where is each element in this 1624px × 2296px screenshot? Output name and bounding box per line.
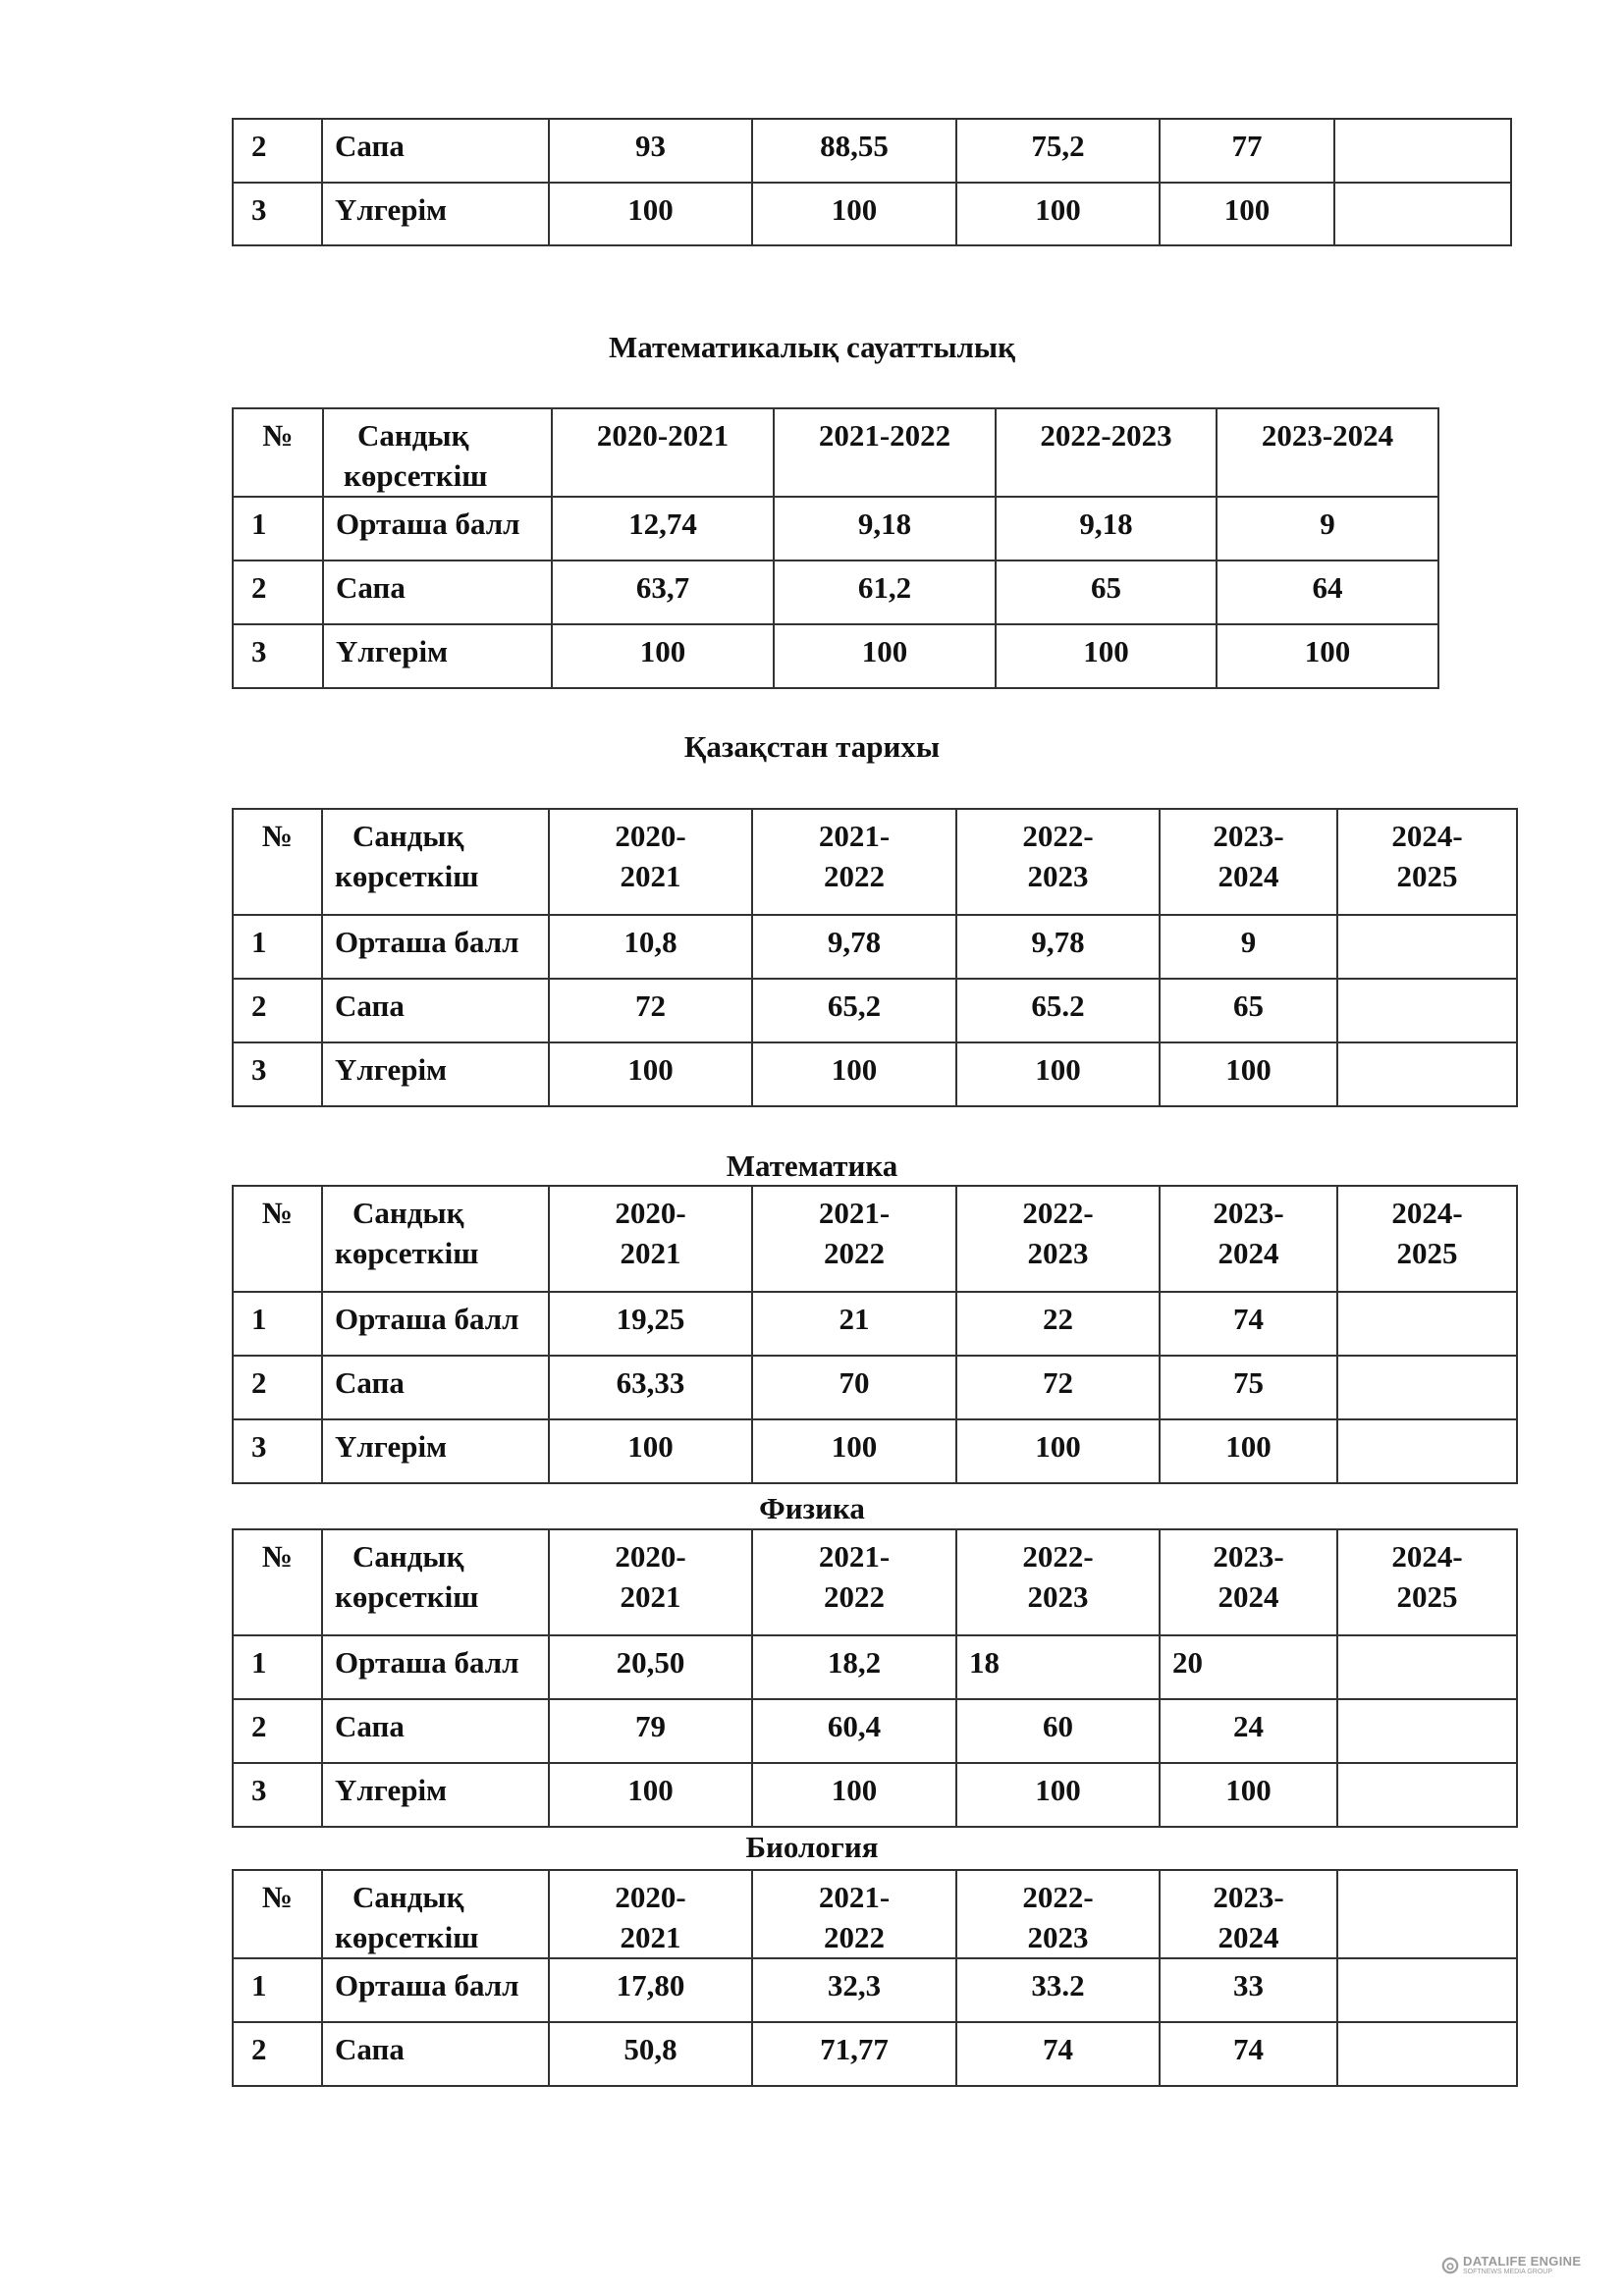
table-row <box>233 2022 1517 2086</box>
row-number: 2 <box>233 2022 322 2086</box>
table-row <box>233 1763 1517 1827</box>
cell-value <box>1337 1635 1517 1699</box>
header-indicator <box>323 408 552 497</box>
row-label: Сапа <box>322 119 549 183</box>
header-year <box>956 1186 1160 1292</box>
cell-value: 100 <box>752 1419 956 1483</box>
year-end: 2022 <box>824 859 885 893</box>
table-header-row <box>233 1529 1517 1635</box>
header-year <box>1337 1529 1517 1635</box>
row-label: Орташа балл <box>322 1292 549 1356</box>
year-start: 2020- <box>615 1880 686 1914</box>
cell-value: 75 <box>1160 1356 1337 1419</box>
header-indicator-line1: Сандық <box>357 418 469 453</box>
cell-value: 20 <box>1160 1635 1337 1699</box>
cell-value: 100 <box>996 624 1217 688</box>
header-year <box>1160 1870 1337 1958</box>
row-number: 2 <box>233 561 323 624</box>
row-label: Үлгерім <box>323 624 552 688</box>
cell-value: 100 <box>1160 1042 1337 1106</box>
table-row <box>233 1292 1517 1356</box>
cell-value <box>1337 1292 1517 1356</box>
year-start: 2021- <box>818 1539 891 1574</box>
header-year <box>956 809 1160 915</box>
row-number: 2 <box>233 119 322 183</box>
header-indicator-line1: Сандық <box>352 1196 464 1230</box>
table-row <box>233 561 1438 624</box>
cell-value <box>1337 915 1517 979</box>
year-end: 2024 <box>1218 859 1279 893</box>
cell-value: 33 <box>1160 1958 1337 2022</box>
header-indicator <box>322 809 549 915</box>
cell-value: 72 <box>549 979 752 1042</box>
cell-value: 100 <box>956 1763 1160 1827</box>
cell-value: 65.2 <box>956 979 1160 1042</box>
year-end: 2023 <box>1027 1579 1089 1614</box>
cell-value <box>1334 119 1511 183</box>
cell-value: 12,74 <box>552 497 774 561</box>
year-start: 2020- <box>615 819 686 853</box>
cell-value: 17,80 <box>549 1958 752 2022</box>
header-year <box>1160 809 1337 915</box>
cell-value: 100 <box>1160 1419 1337 1483</box>
cell-value: 100 <box>752 183 956 245</box>
year-end: 2021 <box>620 1920 681 1954</box>
row-label: Үлгерім <box>322 1763 549 1827</box>
cell-value: 74 <box>956 2022 1160 2086</box>
cell-value: 65 <box>1160 979 1337 1042</box>
year-start: 2020- <box>615 1539 686 1574</box>
cell-value: 74 <box>1160 1292 1337 1356</box>
cell-value: 18,2 <box>752 1635 956 1699</box>
table-row <box>233 1042 1517 1106</box>
cell-value: 72 <box>956 1356 1160 1419</box>
year-end: 2024 <box>1218 1920 1279 1954</box>
table-row <box>233 119 1511 183</box>
header-year <box>1160 1186 1337 1292</box>
watermark-brand: DATALIFE ENGINE <box>1463 2254 1582 2269</box>
year-start: 2022- <box>1022 1539 1094 1574</box>
year-end: 2021 <box>620 859 681 893</box>
cell-value: 19,25 <box>549 1292 752 1356</box>
header-indicator-line1: Сандық <box>352 819 464 853</box>
cell-value: 71,77 <box>752 2022 956 2086</box>
row-number: 1 <box>233 1958 322 2022</box>
cell-value <box>1337 1356 1517 1419</box>
cell-value: 33.2 <box>956 1958 1160 2022</box>
table-row <box>233 1958 1517 2022</box>
cell-value: 20,50 <box>549 1635 752 1699</box>
cell-value: 24 <box>1160 1699 1337 1763</box>
row-number: 3 <box>233 1419 322 1483</box>
header-year <box>1160 1529 1337 1635</box>
cell-value: 63,33 <box>549 1356 752 1419</box>
year-end: 2024 <box>1218 1236 1279 1270</box>
cell-value <box>1337 1419 1517 1483</box>
cell-value: 79 <box>549 1699 752 1763</box>
header-year <box>549 809 752 915</box>
header-indicator <box>322 1870 549 1958</box>
table-row <box>233 497 1438 561</box>
row-label: Орташа балл <box>322 915 549 979</box>
cell-value: 100 <box>956 183 1160 245</box>
row-number: 1 <box>233 915 322 979</box>
year-end: 2023 <box>1027 1920 1089 1954</box>
cell-value: 22 <box>956 1292 1160 1356</box>
cell-value: 63,7 <box>552 561 774 624</box>
header-indicator-line2: көрсеткіш <box>344 458 488 493</box>
row-label: Сапа <box>322 1699 549 1763</box>
row-number: 2 <box>233 1699 322 1763</box>
header-year: 2022-2023 <box>996 408 1217 497</box>
physics-table <box>232 1528 1518 1828</box>
math-literacy-table <box>232 407 1439 689</box>
row-number: 3 <box>233 624 323 688</box>
kazakh-history-table <box>232 808 1518 1107</box>
header-year <box>752 1870 956 1958</box>
header-indicator-line2: көрсеткіш <box>335 1236 479 1270</box>
cell-value <box>1337 1699 1517 1763</box>
cell-value: 88,55 <box>752 119 956 183</box>
year-start: 2021- <box>818 1880 891 1914</box>
header-year: 2023-2024 <box>1217 408 1438 497</box>
year-end: 2025 <box>1396 1579 1458 1614</box>
mathematics-table <box>232 1185 1518 1484</box>
cell-value: 93 <box>549 119 752 183</box>
header-no: № <box>233 809 322 915</box>
cell-value: 100 <box>752 1763 956 1827</box>
year-end: 2024 <box>1218 1579 1279 1614</box>
cell-value <box>1337 1958 1517 2022</box>
cell-value: 100 <box>956 1419 1160 1483</box>
year-start: 2022- <box>1022 1880 1094 1914</box>
cell-value: 100 <box>1217 624 1438 688</box>
table-header-row <box>233 408 1438 497</box>
cell-value: 100 <box>549 1419 752 1483</box>
row-number: 3 <box>233 1763 322 1827</box>
row-number: 3 <box>233 1042 322 1106</box>
year-start: 2024- <box>1391 1196 1463 1230</box>
row-number: 3 <box>233 183 322 245</box>
row-number: 2 <box>233 1356 322 1419</box>
cell-value: 9,18 <box>774 497 996 561</box>
table-row <box>233 624 1438 688</box>
row-label: Орташа балл <box>322 1635 549 1699</box>
header-year: 2020-2021 <box>552 408 774 497</box>
table-header-row <box>233 809 1517 915</box>
header-year <box>956 1870 1160 1958</box>
year-end: 2025 <box>1396 859 1458 893</box>
header-indicator <box>322 1529 549 1635</box>
row-label: Үлгерім <box>322 1419 549 1483</box>
section-title-kazakh-history: Қазақстан тарихы <box>683 729 941 764</box>
cell-value: 100 <box>1160 183 1334 245</box>
header-year: 2021-2022 <box>774 408 996 497</box>
header-year <box>1337 809 1517 915</box>
cell-value: 100 <box>552 624 774 688</box>
year-end: 2022 <box>824 1236 885 1270</box>
cell-value: 9 <box>1160 915 1337 979</box>
table-row <box>233 1356 1517 1419</box>
table-row <box>233 1635 1517 1699</box>
cell-value: 32,3 <box>752 1958 956 2022</box>
header-indicator-line1: Сандық <box>352 1880 464 1914</box>
row-label: Сапа <box>322 979 549 1042</box>
datalife-engine-watermark <box>1441 2254 1618 2283</box>
row-label: Орташа балл <box>322 1958 549 2022</box>
cell-value: 74 <box>1160 2022 1337 2086</box>
year-start: 2023- <box>1213 1880 1284 1914</box>
header-year <box>752 1529 956 1635</box>
header-year <box>1337 1186 1517 1292</box>
table-row <box>233 183 1511 245</box>
year-start: 2021- <box>818 819 891 853</box>
row-label: Орташа балл <box>323 497 552 561</box>
year-end: 2025 <box>1396 1236 1458 1270</box>
year-start: 2023- <box>1213 1196 1284 1230</box>
cell-value: 21 <box>752 1292 956 1356</box>
table-row <box>233 1419 1517 1483</box>
year-start: 2023- <box>1213 1539 1284 1574</box>
cell-value: 9 <box>1217 497 1438 561</box>
row-label: Үлгерім <box>322 183 549 245</box>
cell-value: 9,78 <box>956 915 1160 979</box>
year-end: 2022 <box>824 1920 885 1954</box>
row-label: Сапа <box>323 561 552 624</box>
cell-value <box>1337 2022 1517 2086</box>
cell-value <box>1337 1042 1517 1106</box>
cell-value: 100 <box>752 1042 956 1106</box>
year-start: 2020- <box>615 1196 686 1230</box>
section-title-math-literacy: Математикалық сауаттылық <box>609 330 1015 364</box>
header-no: № <box>233 1186 322 1292</box>
cell-value: 100 <box>1160 1763 1337 1827</box>
cell-value: 100 <box>956 1042 1160 1106</box>
header-indicator-line2: көрсеткіш <box>335 1579 479 1614</box>
header-indicator <box>322 1186 549 1292</box>
table-row <box>233 979 1517 1042</box>
cell-value: 61,2 <box>774 561 996 624</box>
table-header-row <box>233 1870 1517 1958</box>
row-number: 1 <box>233 1292 322 1356</box>
row-number: 1 <box>233 497 323 561</box>
header-year <box>752 1186 956 1292</box>
year-end: 2021 <box>620 1236 681 1270</box>
header-indicator-line1: Сандық <box>352 1539 464 1574</box>
continued-table <box>232 118 1512 246</box>
year-end: 2021 <box>620 1579 681 1614</box>
cell-value <box>1334 183 1511 245</box>
cell-value: 9,18 <box>996 497 1217 561</box>
cell-value: 9,78 <box>752 915 956 979</box>
table-row <box>233 1699 1517 1763</box>
year-end: 2023 <box>1027 1236 1089 1270</box>
header-no: № <box>233 1870 322 1958</box>
header-year <box>549 1870 752 1958</box>
table-row <box>233 915 1517 979</box>
biology-table <box>232 1869 1518 2087</box>
year-start: 2022- <box>1022 1196 1094 1230</box>
cell-value: 10,8 <box>549 915 752 979</box>
header-no: № <box>233 1529 322 1635</box>
section-title-biology: Биология <box>745 1830 879 1864</box>
cell-value: 65,2 <box>752 979 956 1042</box>
cell-value: 100 <box>549 1042 752 1106</box>
table-header-row <box>233 1186 1517 1292</box>
cell-value: 60,4 <box>752 1699 956 1763</box>
cell-value: 50,8 <box>549 2022 752 2086</box>
year-start: 2024- <box>1391 1539 1463 1574</box>
section-title-mathematics: Математика <box>726 1148 898 1183</box>
header-year <box>956 1529 1160 1635</box>
header-no: № <box>233 408 323 497</box>
cell-value: 64 <box>1217 561 1438 624</box>
header-year <box>752 809 956 915</box>
cell-value: 65 <box>996 561 1217 624</box>
row-label: Сапа <box>322 1356 549 1419</box>
cell-value: 100 <box>549 183 752 245</box>
year-end: 2023 <box>1027 859 1089 893</box>
year-start: 2022- <box>1022 819 1094 853</box>
cell-value <box>1337 1763 1517 1827</box>
row-label: Үлгерім <box>322 1042 549 1106</box>
year-end: 2022 <box>824 1579 885 1614</box>
cell-value: 77 <box>1160 119 1334 183</box>
cell-value: 75,2 <box>956 119 1160 183</box>
header-indicator-line2: көрсеткіш <box>335 1920 479 1954</box>
row-label: Сапа <box>322 2022 549 2086</box>
header-indicator-line2: көрсеткіш <box>335 859 479 893</box>
section-title-physics: Физика <box>759 1491 865 1525</box>
header-year <box>549 1186 752 1292</box>
cell-value <box>1337 979 1517 1042</box>
cell-value: 60 <box>956 1699 1160 1763</box>
year-start: 2023- <box>1213 819 1284 853</box>
year-start: 2024- <box>1391 819 1463 853</box>
row-number: 1 <box>233 1635 322 1699</box>
header-year <box>1337 1870 1517 1958</box>
row-number: 2 <box>233 979 322 1042</box>
cell-value: 18 <box>956 1635 1160 1699</box>
cell-value: 100 <box>774 624 996 688</box>
header-year <box>549 1529 752 1635</box>
cell-value: 70 <box>752 1356 956 1419</box>
year-start: 2021- <box>818 1196 891 1230</box>
watermark-subtitle: SOFTNEWS MEDIA GROUP <box>1463 2269 1553 2275</box>
cell-value: 100 <box>549 1763 752 1827</box>
datalife-logo-icon <box>1441 2257 1459 2274</box>
